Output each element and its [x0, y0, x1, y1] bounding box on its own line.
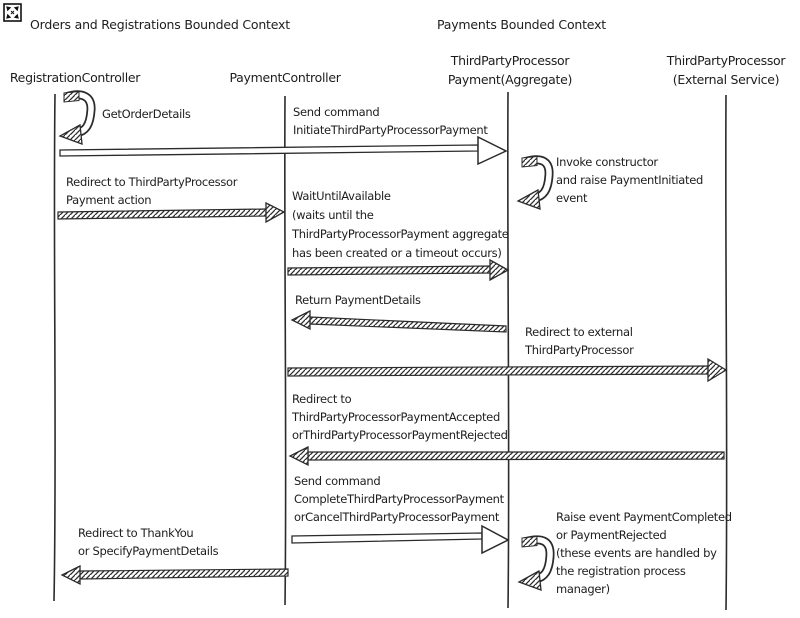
label-line: GetOrderDetails [102, 107, 191, 121]
message-label-invoke-constructor [556, 153, 703, 207]
participant-label-line: Payment(Aggregate) [447, 72, 573, 87]
message-label-return-payment-details [295, 291, 421, 309]
self-call-invoke-constructor [518, 157, 549, 210]
lifeline-payment-controller [285, 96, 286, 605]
label-line: orCancelThirdPartyProcessorPayment [294, 510, 500, 524]
participant-label-line: PaymentController [229, 70, 341, 85]
message-label-redirect-external [525, 323, 634, 359]
participant-label-line: RegistrationController [9, 70, 141, 85]
message-label-get-order-details [102, 105, 191, 123]
label-line: Payment action [66, 193, 152, 207]
arrow-redirect-thankyou [62, 566, 288, 584]
label-line: (waits until the [292, 208, 374, 222]
participant-label-line: ThirdPartyProcessor [450, 53, 570, 68]
label-line: Send command [294, 474, 381, 488]
label-line: Redirect to external [525, 325, 633, 339]
arrow-wait-until-available [288, 260, 508, 280]
label-line: manager) [556, 582, 610, 596]
participant-external-service [654, 51, 798, 89]
participant-label-line: ThirdPartyProcessor [666, 53, 786, 68]
participant-payment-controller [215, 68, 355, 87]
arrow-redirect-external [288, 359, 726, 381]
self-call-get-order-details [60, 92, 91, 145]
label-line: and raise PaymentInitiated [556, 173, 704, 187]
message-label-complete-or-cancel [294, 472, 504, 526]
message-label-wait-until-available [292, 187, 509, 263]
label-line: Return PaymentDetails [295, 293, 421, 307]
message-label-redirect-thankyou [78, 524, 218, 560]
label-line: Redirect to [292, 392, 352, 406]
label-line: WaitUntilAvailable [292, 189, 391, 203]
label-line: or PaymentRejected [556, 528, 667, 542]
arrow-redirect-accepted-rejected [290, 447, 724, 465]
participant-payment-aggregate [438, 51, 582, 89]
label-line: Send command [293, 105, 380, 119]
label-line: the registration process [556, 564, 686, 578]
participant-registration-controller [0, 68, 153, 87]
label-line: ThirdPartyProcessorPayment aggregate [292, 227, 509, 241]
bounded-context-title-payments: Payments Bounded Context [437, 17, 606, 32]
label-line: InitiateThirdPartyProcessorPayment [293, 123, 488, 137]
message-label-redirect-payment-action [66, 173, 237, 209]
label-line: event [556, 191, 588, 205]
label-line: (these events are handled by [556, 546, 717, 560]
arrow-initiate-payment [60, 137, 506, 164]
message-label-redirect-accepted-rejected [292, 390, 508, 444]
label-line: orThirdPartyProcessorPaymentRejected [292, 428, 508, 442]
arrow-complete-or-cancel [292, 526, 508, 553]
label-line: ThirdPartyProcessor [525, 343, 634, 357]
participant-label-line: (External Service) [672, 72, 780, 87]
lifeline-payment-aggregate [508, 92, 509, 608]
label-line: Redirect to ThirdPartyProcessor [66, 175, 238, 189]
label-line: Raise event PaymentCompleted [556, 510, 732, 524]
lifeline-registration-controller [54, 94, 55, 601]
label-line: Redirect to ThankYou [78, 526, 194, 540]
label-line: ThirdPartyProcessorPaymentAccepted [292, 410, 500, 424]
label-line: or SpecifyPaymentDetails [78, 544, 219, 558]
self-call-raise-events [519, 537, 550, 591]
label-line: Invoke constructor [556, 155, 658, 169]
label-line: has been created or a timeout occurs) [292, 246, 502, 260]
label-line: CompleteThirdPartyProcessorPayment [294, 492, 504, 506]
message-label-initiate-payment [293, 103, 488, 139]
bounded-context-title-orders: Orders and Registrations Bounded Context [30, 17, 290, 32]
arrow-return-payment-details [292, 311, 506, 332]
message-label-raise-events [556, 508, 732, 598]
